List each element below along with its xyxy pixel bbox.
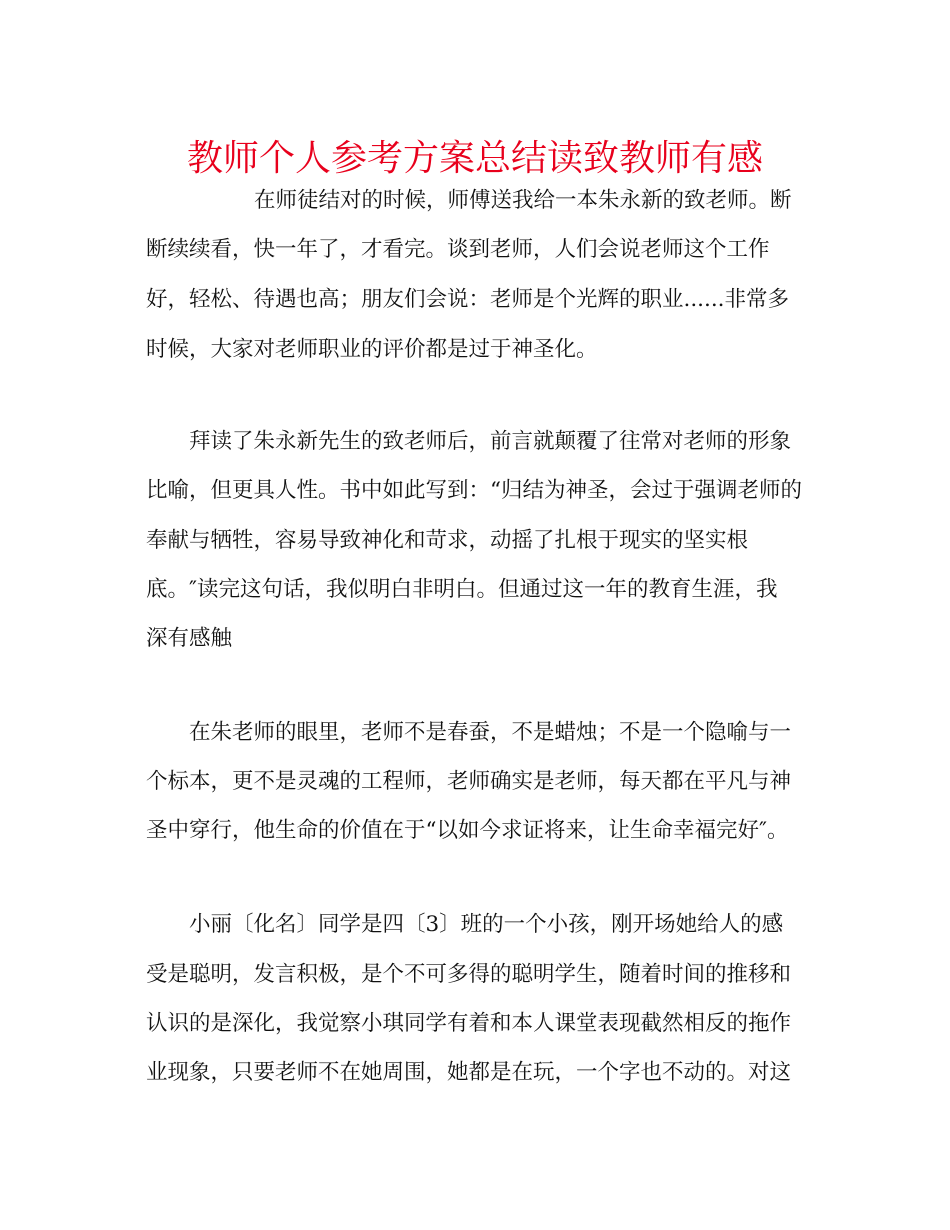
paragraph-4-line-2: 受是聪明，发言积极，是个不可多得的聪明学生，随着时间的推移和 (146, 962, 792, 987)
paragraph-3-line-2: 个标本，更不是灵魂的工程师，老师确实是老师，每天都在平凡与神 (146, 769, 792, 794)
paragraph-2-line-5: 深有感触 (146, 626, 233, 651)
paragraph-1-line-2: 断续续看，快一年了，才看完。谈到老师，人们会说老师这个工作 (146, 237, 770, 262)
paragraph-1-line-3: 好，轻松、待遇也高；朋友们会说：老师是个光辉的职业......非常多 (146, 287, 790, 312)
paragraph-2-line-2: 比喻，但更具人性。书中如此写到：“归结为神圣，会过于强调老师的 (146, 478, 802, 503)
paragraph-2-line-1: 拜读了朱永新先生的致老师后，前言就颠覆了往常对老师的形象 (189, 429, 792, 454)
paragraph-4-line-1: 小丽〔化名〕同学是四〔3〕班的一个小孩，刚开场她给人的感 (189, 912, 784, 937)
paragraph-1-line-1: 在师徒结对的时候，师傅送我给一本朱永新的致老师。断 (254, 188, 792, 213)
paragraph-2-line-4: 底。″读完这句话，我似明白非明白。但通过这一年的教育生涯，我 (146, 577, 778, 602)
paragraph-1-line-4: 时候，大家对老师职业的评价都是过于神圣化。 (146, 337, 598, 362)
paragraph-3-line-3: 圣中穿行，他生命的价值在于“以如今求证将来，让生命幸福完好″。 (146, 818, 789, 843)
paragraph-4-line-3: 认识的是深化，我觉察小琪同学有着和本人课堂表现截然相反的拖作 (146, 1011, 792, 1036)
paragraph-2-line-3: 奉献与牺牲，容易导致神化和苛求，动摇了扎根于现实的坚实根 (146, 528, 749, 553)
document-title: 教师个人参考方案总结读致教师有感 (186, 138, 763, 179)
paragraph-3-line-1: 在朱老师的眼里，老师不是春蚕，不是蜡烛；不是一个隐喻与一 (189, 720, 792, 745)
paragraph-4-line-4: 业现象，只要老师不在她周围，她都是在玩，一个字也不动的。对这 (146, 1060, 792, 1085)
